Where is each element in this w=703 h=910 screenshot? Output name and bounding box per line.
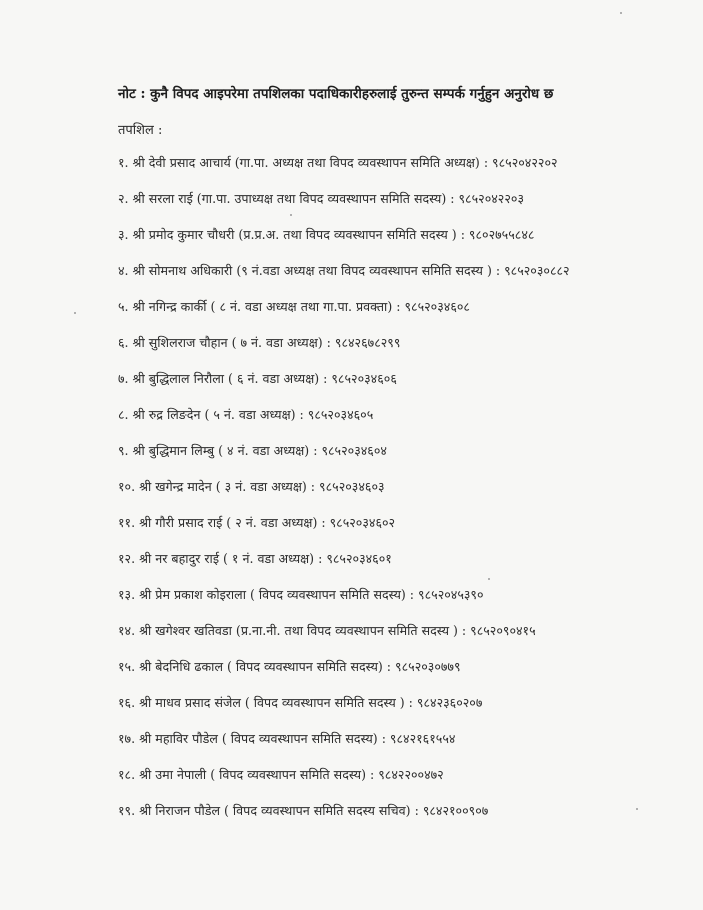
scan-speck	[636, 808, 638, 810]
list-item: १५. श्री बेदनिधि ढकाल ( विपद व्यवस्थापन समिति सदस्य) : ९८५२०३०७७९	[118, 659, 461, 674]
list-item: १७. श्री महाविर पौडेल ( विपद व्यवस्थापन समिति सदस्य) : ९८४२१६१५५४	[118, 731, 456, 746]
details-label: तपशिल :	[118, 123, 163, 138]
list-item: ७. श्री बुद्धिलाल निरौला ( ६ नं. वडा अध्यक्ष) : ९८५२०३४६०६	[118, 371, 397, 386]
list-item: १९. श्री निराजन पौडेल ( विपद व्यवस्थापन समिति सदस्य सचिव) : ९८४२१००९०७	[118, 803, 489, 818]
list-item: ४. श्री सोमनाथ अधिकारी (९ नं.वडा अध्यक्ष तथा विपद व्यवस्थापन समिति सदस्य ) : ९८५२०३०८८२	[118, 263, 570, 278]
notice-heading: नोट : कुनै विपद आइपरेमा तपशिलका पदाधिकारीहरुलाई तुरुन्त सम्पर्क गर्नुहुन अनुरोध छ	[118, 86, 554, 102]
list-item: १२. श्री नर बहादुर राई ( १ नं. वडा अध्यक्ष) : ९८५२०३४६०१	[118, 551, 392, 566]
list-item: ५. श्री नगिन्द्र कार्की ( ८ नं. वडा अध्यक्ष तथा गा.पा. प्रवक्ता) : ९८५२०३४६०८	[118, 299, 470, 314]
list-item: १०. श्री खगेन्द्र मादेन ( ३ नं. वडा अध्यक्ष) : ९८५२०३४६०३	[118, 479, 385, 494]
list-item: १६. श्री माधव प्रसाद संजेल ( विपद व्यवस्थापन समिति सदस्य ) : ९८४२३६०२०७	[118, 695, 483, 710]
contact-list	[118, 155, 570, 839]
list-item: ३. श्री प्रमोद कुमार चौधरी (प्र.प्र.अ. तथा विपद व्यवस्थापन समिति सदस्य ) : ९८०२७५५८४८	[118, 227, 535, 242]
list-item: १. श्री देवी प्रसाद आचार्य (गा.पा. अध्यक्ष तथा विपद व्यवस्थापन समिति अध्यक्ष) : ९८५२०४२२०२	[118, 155, 558, 170]
list-item: ११. श्री गौरी प्रसाद राई ( २ नं. वडा अध्यक्ष) : ९८५२०३४६०२	[118, 515, 396, 530]
list-item: २. श्री सरला राई (गा.पा. उपाध्यक्ष तथा विपद व्यवस्थापन समिति सदस्य) : ९८५२०४२२०३	[118, 191, 525, 206]
scan-speck	[74, 312, 76, 314]
list-item: १८. श्री उमा नेपाली ( विपद व्यवस्थापन समिति सदस्य) : ९८४२२००४७२	[118, 767, 444, 782]
scan-speck	[620, 12, 622, 14]
list-item: १३. श्री प्रेम प्रकाश कोइराला ( विपद व्यवस्थापन समिति सदस्य) : ९८५२०४५३९०	[118, 587, 484, 602]
list-item: ६. श्री सुशिलराज चौहान ( ७ नं. वडा अध्यक्ष) : ९८४२६७८२९९	[118, 335, 401, 350]
scan-speck	[488, 578, 490, 580]
scan-speck	[290, 214, 292, 216]
list-item: १४. श्री खगेश्वर खतिवडा (प्र.ना.नी. तथा विपद व्यवस्थापन समिति सदस्य ) : ९८५२०९०४१५	[118, 623, 536, 638]
list-item: ८. श्री रुद्र लिङदेन ( ५ नं. वडा अध्यक्ष) : ९८५२०३४६०५	[118, 407, 374, 422]
list-item: ९. श्री बुद्धिमान लिम्बु ( ४ नं. वडा अध्यक्ष) : ९८५२०३४६०४	[118, 443, 387, 458]
